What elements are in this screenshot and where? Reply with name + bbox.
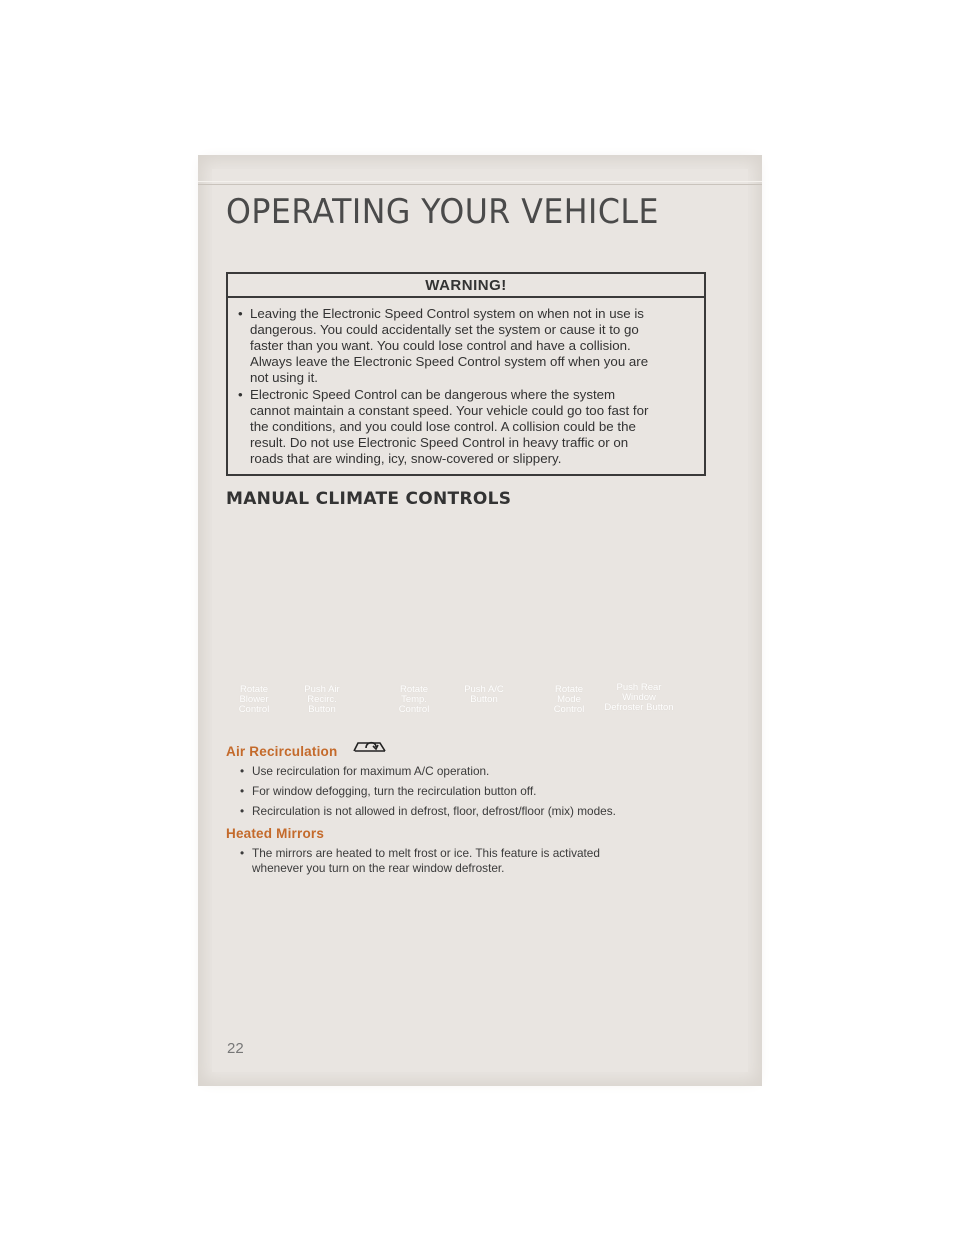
warning-list (228, 306, 704, 467)
air-recirculation-heading: Air Recirculation (226, 744, 338, 759)
figure-label-ac: Push A/C Button (464, 684, 504, 705)
list-item: • For window defogging, turn the recirculation button off. (240, 784, 537, 798)
heated-mirrors-list (240, 846, 600, 881)
page-number: 22 (227, 1040, 244, 1057)
header-rule (198, 181, 762, 182)
figure-label-mode: Rotate Mode Control (553, 684, 585, 715)
bullet-icon: • (238, 387, 243, 402)
air-recirculation-list (240, 764, 616, 824)
figure-label-temp: Rotate Temp. Control (398, 684, 430, 715)
bullet-icon: • (238, 306, 243, 321)
warning-item: • Leaving the Electronic Speed Control system on when not in use is dangerous. You could accidentally set the system or cause it to go faster than you want. You could lose control and have a collision. Always leave the Electronic Speed Control system off when you are not using it. (238, 306, 649, 385)
section-heading: MANUAL CLIMATE CONTROLS (226, 489, 512, 509)
figure-label-rear-defroster: Push Rear Window Defroster Button (604, 682, 674, 713)
list-item: • Recirculation is not allowed in defrost, floor, defrost/floor (mix) modes. (240, 804, 616, 818)
list-item: • Use recirculation for maximum A/C operation. (240, 764, 490, 778)
list-item: • The mirrors are heated to melt frost or ice. This feature is activated whenever you turn on the rear window defroster. (240, 846, 600, 875)
heated-mirrors-heading: Heated Mirrors (226, 826, 325, 841)
figure-label-blower: Rotate Blower Control (238, 684, 270, 715)
page-title: OPERATING YOUR VEHICLE (226, 192, 659, 232)
header-rule-shadow (198, 184, 762, 185)
recirculation-icon (352, 737, 388, 757)
figure-label-recirc: Push Air Recirc. Button (304, 684, 340, 715)
climate-controls-figure (226, 522, 702, 722)
warning-item: • Electronic Speed Control can be dangerous where the system cannot maintain a constant speed. Your vehicle could go too fast for the conditions, and you could lose control. A collision could be the result. Do not use Electronic Speed Control in heavy traffic or on roads that are winding, icy, snow-covered or slippery. (238, 387, 649, 466)
warning-title: WARNING! (228, 274, 704, 298)
warning-box (226, 272, 706, 476)
